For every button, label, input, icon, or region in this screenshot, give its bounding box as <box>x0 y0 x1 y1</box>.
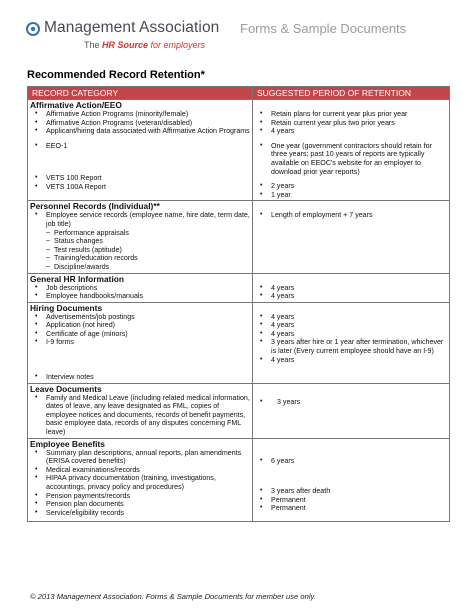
retention-list <box>255 457 447 513</box>
list-item: • Permanent <box>255 504 447 513</box>
list-item: • Certificate of age (minors) <box>30 330 250 339</box>
retention-table <box>27 86 450 522</box>
list-item: • EEO-1 <box>30 142 250 151</box>
list-item: • 1 year <box>255 191 447 200</box>
list-item: • Retain plans for current year plus prior year <box>255 110 447 119</box>
list-item: • Employee service records (employee name, hire date, term date, job title) <box>30 211 250 228</box>
retention-list <box>255 110 447 199</box>
list-item: • Affirmative Action Programs (veteran/disabled) <box>30 119 250 128</box>
list-item: • 4 years <box>255 330 447 339</box>
section-title: Affirmative Action/EEO <box>30 100 122 110</box>
list-item: • 4 years <box>255 356 447 365</box>
section-right <box>253 100 450 201</box>
section-right <box>253 302 450 383</box>
list-item: • 3 years after death <box>255 487 447 496</box>
section-title: General HR Information <box>30 273 124 284</box>
list-item: • 2 years <box>255 182 447 191</box>
list-item: • Application (not hired) <box>30 321 250 330</box>
column-header-retention: SUGGESTED PERIOD OF RETENTION <box>253 87 450 100</box>
list-item: – Discipline/awards <box>30 263 250 272</box>
list-item: • 4 years <box>255 127 447 136</box>
list-item: • One year (government contractors should retain for three years; past 10 years of reports are typically available on EEOC's website for an employer to download prior year reports) <box>255 142 447 176</box>
section-left <box>28 273 253 302</box>
list-item: • Service/eligibility records <box>30 509 250 518</box>
section-left <box>28 100 253 201</box>
section-right <box>253 383 450 438</box>
retention-list <box>255 284 447 301</box>
section-title: Employee Benefits <box>30 438 105 449</box>
list-item: • 3 years <box>255 398 447 407</box>
section-row-general <box>28 273 450 302</box>
tagline-prefix: The <box>84 40 103 50</box>
list-item: • Retain current year plus two prior years <box>255 119 447 128</box>
record-list <box>30 449 250 518</box>
list-item: • Employee handbooks/manuals <box>30 292 250 301</box>
retention-list <box>255 313 447 365</box>
section-row-affirmative <box>28 100 450 201</box>
tagline-suffix: for employers <box>148 40 206 50</box>
list-item: • 4 years <box>255 284 447 293</box>
list-item: • 6 years <box>255 457 447 466</box>
list-item: • 4 years <box>255 321 447 330</box>
list-item: • Pension payments/records <box>30 492 250 501</box>
record-list <box>30 284 250 301</box>
list-item: • 3 years after hire or 1 year after termination, whichever is later (Every current employee should have an I-9) <box>255 338 447 355</box>
list-item: – Training/education records <box>30 254 250 263</box>
list-item: • Medical examinations/records <box>30 466 250 475</box>
section-title: Personnel Records (Individual)** <box>30 201 160 212</box>
column-header-category: RECORD CATEGORY <box>28 87 253 100</box>
footer-copyright: © 2013 Management Association. Forms & Sample Documents for member use only. <box>30 592 316 601</box>
forms-title: Forms & Sample Documents <box>240 21 407 36</box>
list-item: – Performance appraisals <box>30 229 250 238</box>
section-row-hiring <box>28 302 450 383</box>
list-item: • Length of employment + 7 years <box>255 211 447 220</box>
section-row-benefits <box>28 438 450 522</box>
circle-c-logo-icon <box>26 22 40 36</box>
list-item: • Interview notes <box>30 373 250 382</box>
section-right <box>253 438 450 522</box>
record-list <box>30 313 250 382</box>
section-left <box>28 438 253 522</box>
list-item: • HIPAA privacy documentation (training, investigations, accountings, privacy policy and procedures) <box>30 474 250 491</box>
record-list <box>30 211 250 271</box>
list-item: – Test results (aptitude) <box>30 246 250 255</box>
list-item: • Applicant/hiring data associated with Affirmative Action Programs <box>30 127 250 136</box>
org-name: Management Association <box>44 19 220 36</box>
list-item: • Pension plan documents <box>30 500 250 509</box>
retention-list <box>255 211 447 220</box>
section-right <box>253 201 450 273</box>
section-row-personnel <box>28 201 450 273</box>
list-item: • Advertisements/job postings <box>30 313 250 322</box>
table-header-row <box>28 87 450 100</box>
section-left <box>28 201 253 273</box>
record-list <box>30 394 250 437</box>
list-item: • 4 years <box>255 313 447 322</box>
list-item: • VETS 100 Report <box>30 174 250 183</box>
section-row-leave <box>28 383 450 438</box>
record-list <box>30 110 250 192</box>
section-left <box>28 383 253 438</box>
list-item: • Summary plan descriptions, annual reports, plan amendments (ERISA covered benefits) <box>30 449 250 466</box>
list-item: • 4 years <box>255 292 447 301</box>
list-item: • Family and Medical Leave (including related medical information, dates of leave, any leave designated as FML, copies of employee notices and documents, records of benefit payments, basic employee data, records of any disputes concerning FML leave) <box>30 394 250 437</box>
tagline <box>84 40 205 50</box>
retention-list <box>255 398 447 407</box>
section-right <box>253 273 450 302</box>
page-title: Recommended Record Retention* <box>27 69 205 81</box>
section-title: Hiring Documents <box>30 302 103 313</box>
section-title: Leave Documents <box>30 383 102 394</box>
section-left <box>28 302 253 383</box>
page-header <box>26 18 456 54</box>
list-item: • Permanent <box>255 496 447 505</box>
tagline-brand: HR Source <box>102 40 149 50</box>
list-item: – Status changes <box>30 237 250 246</box>
list-item: • VETS 100A Report <box>30 183 250 192</box>
list-item: • Job descriptions <box>30 284 250 293</box>
list-item: • Affirmative Action Programs (minority/female) <box>30 110 250 119</box>
list-item: • I-9 forms <box>30 338 250 347</box>
